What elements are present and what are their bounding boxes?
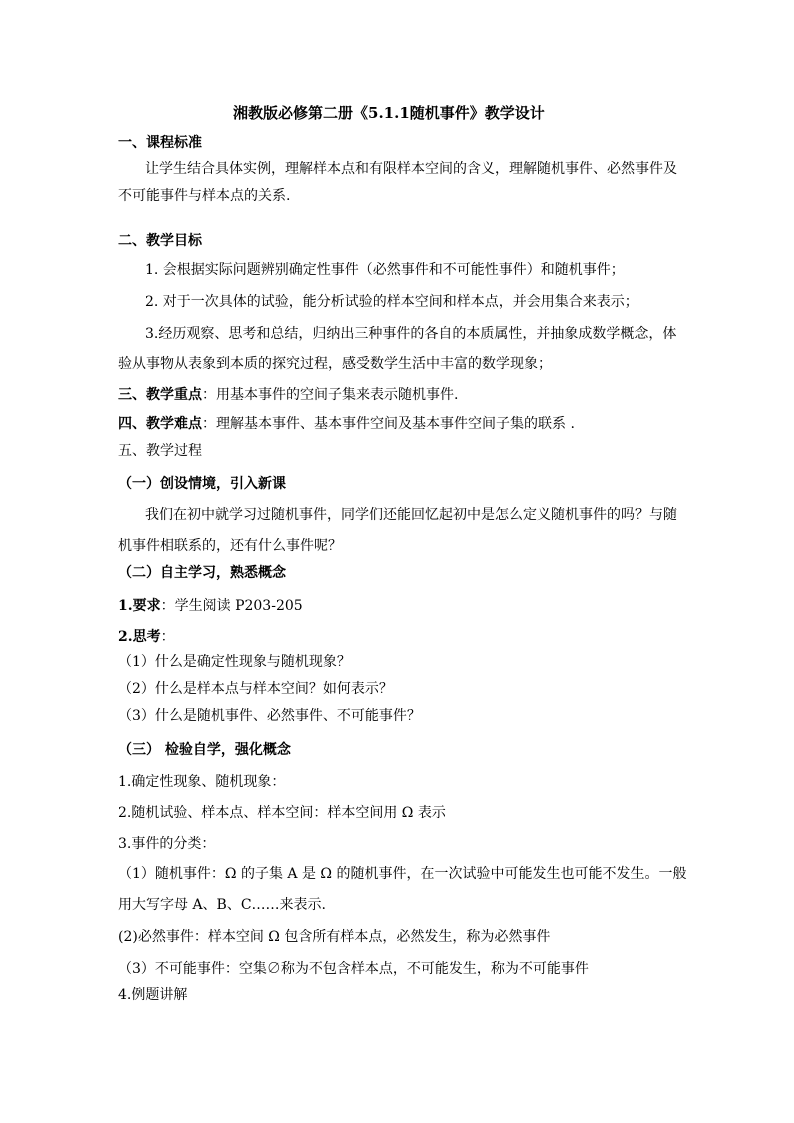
paragraph-line: 让学生结合具体实例，理解样本点和有限样本空间的含义，理解随机事件、必然事件及: [145, 161, 677, 177]
concept-item: 3.事件的分类：: [118, 836, 216, 852]
goal-item: 3.经历观察、思考和总结，归纳出三种事件的各自的本质属性，并抽象成数学概念，体: [145, 326, 677, 342]
question-item: （3）什么是随机事件、必然事件、不可能事件？: [118, 708, 421, 724]
key-point-line: [118, 385, 458, 405]
event-item-continued: 用大写字母 A、B、C……来表示.: [118, 897, 327, 913]
think-line: [118, 627, 175, 647]
requirement-line: [118, 596, 303, 616]
event-item: （3）不可能事件：空集∅称为不包含样本点，不可能发生，称为不可能事件: [118, 961, 589, 977]
key-point-text: ：用基本事件的空间子集来表示随机事件.: [202, 387, 459, 403]
think-label: 2.思考: [118, 629, 161, 645]
difficulty-label: 四、教学难点: [118, 416, 202, 432]
paragraph-line: 我们在初中就学习过随机事件，同学们还能回忆起初中是怎么定义随机事件的吗？与随: [145, 507, 677, 523]
goal-item: 2. 对于一次具体的试验，能分析试验的样本空间和样本点，并会用集合来表示；: [145, 294, 639, 310]
goal-item: 1. 会根据实际问题辨别确定性事件（必然事件和不可能性事件）和随机事件；: [145, 262, 625, 278]
subsection-heading: （三） 检验自学，强化概念: [118, 742, 291, 758]
subsection-heading: （一）创设情境，引入新课: [118, 476, 286, 492]
section-heading-process: 五、教学过程: [118, 443, 202, 459]
question-item: （2）什么是样本点与样本空间？如何表示？: [118, 681, 393, 697]
requirement-label: 1.要求: [118, 598, 161, 614]
concept-item: 2.随机试验、样本点、样本空间：样本空间用 Ω 表示: [118, 805, 446, 821]
requirement-text: ：学生阅读 P203-205: [160, 598, 303, 614]
key-point-label: 三、教学重点: [118, 387, 202, 403]
section-heading-goals: 二、教学目标: [118, 233, 202, 249]
concept-item: 4.例题讲解: [118, 987, 188, 1003]
document-title: 湘教版必修第二册《5.1.1随机事件》教学设计: [233, 104, 545, 122]
difficulty-line: [118, 414, 575, 434]
goal-item-continued: 验从事物从表象到本质的探究过程，感受数学生活中丰富的数学现象；: [118, 356, 552, 372]
paragraph-line: 不可能事件与样本点的关系.: [118, 188, 291, 204]
section-heading-curriculum: 一、课程标准: [118, 135, 202, 151]
event-item: （1）随机事件：Ω 的子集 A 是 Ω 的随机事件，在一次试验中可能发生也可能不发生。一般: [118, 866, 687, 882]
subsection-heading: （二）自主学习，熟悉概念: [118, 565, 286, 581]
think-colon: ：: [160, 629, 175, 645]
concept-item: 1.确定性现象、随机现象：: [118, 774, 286, 790]
question-item: （1）什么是确定性现象与随机现象？: [118, 654, 351, 670]
event-item: (2)必然事件：样本空间 Ω 包含所有样本点，必然发生，称为必然事件: [118, 929, 551, 945]
difficulty-text: ：理解基本事件、基本事件空间及基本事件空间子集的联系 .: [202, 416, 575, 432]
paragraph-line: 机事件相联系的，还有什么事件呢？: [118, 538, 342, 554]
